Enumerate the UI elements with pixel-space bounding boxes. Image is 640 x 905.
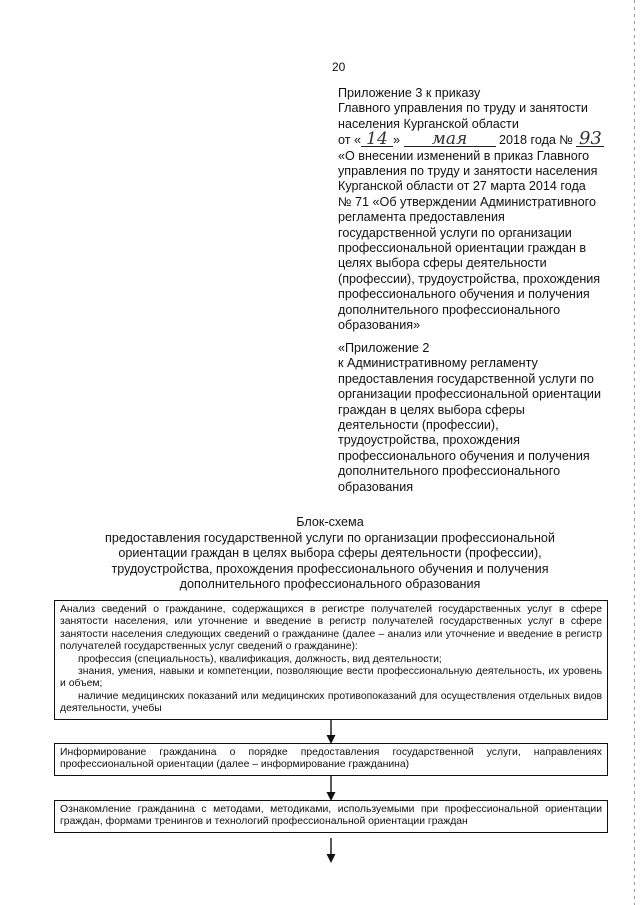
- order-date-line: [338, 128, 610, 150]
- annex2-line: деятельности (профессии),: [338, 418, 499, 433]
- annex2-line: дополнительного профессионального: [338, 464, 561, 479]
- annex2-line: к Административному регламенту: [338, 356, 538, 371]
- annex3-subject-line: целях выбора сферы деятельности: [338, 256, 547, 271]
- annex3-subject-line: № 71 «Об утверждении Административного: [338, 194, 596, 209]
- step1-main-text: Анализ сведений о гражданине, содержащихся в регистре получателей государственных услуг в сфере занятости населения, или уточнение и введение в регистр получателей государственных услуг в сфере занятости населения следующих сведений о гражданине (далее – анализ или уточнение и введение в регистр получателей государственных услуг сведений о гражданине):: [60, 604, 602, 653]
- flow-step-familiarization: [54, 800, 608, 833]
- handwritten-month: мая: [404, 132, 496, 147]
- scheme-subtitle-line: предоставления государственной услуги по организации профессиональной: [105, 530, 555, 545]
- annex2-line: граждан в целях выбора сферы: [338, 402, 525, 417]
- annex3-subject-line: дополнительного профессионального: [338, 302, 561, 317]
- annex3-line: Главного управления по труду и занятости: [338, 101, 588, 116]
- page-number: 20: [332, 60, 346, 74]
- handwritten-day: 14: [361, 132, 393, 147]
- annex2-block: [338, 341, 610, 495]
- annex2-line: организации профессиональной ориентации: [338, 387, 601, 402]
- annex3-subject-line: Курганской области от 27 марта 2014 года: [338, 179, 586, 194]
- scheme-title: Блок-схема: [296, 515, 364, 529]
- step2-text: Информирование гражданина о порядке предоставления государственной услуги, направлениях профессиональной ориентации (далее – информирование гражданина): [60, 747, 602, 771]
- annex3-subject-line: (профессии), трудоустройства, прохождения: [338, 271, 601, 286]
- flow-arrow-down-icon: [325, 719, 337, 745]
- flow-arrow-down-icon: [325, 838, 337, 864]
- annex3-subject-line: регламента предоставления: [338, 210, 505, 225]
- annex3-subject-line: управления по труду и занятости населения: [338, 164, 598, 179]
- step3-text: Ознакомление гражданина с методами, методиками, используемыми при профессиональной ориентации граждан, формами тренингов и технологий профессиональной ориентации граждан: [60, 804, 602, 828]
- annex3-line: населения Курганской области: [338, 116, 519, 131]
- annex2-line: образования: [338, 479, 414, 494]
- step1-item-medical: наличие медицинских показаний или медицинских противопоказаний для осуществления отдельных видов деятельности, учебы: [60, 690, 602, 715]
- order-prefix: от «: [338, 133, 361, 148]
- annex3-subject-line: образования»: [338, 318, 421, 333]
- scheme-subtitle-line: трудоустройства, прохождения профессионального обучения и получения: [111, 561, 549, 576]
- annex2-line: трудоустройства, прохождения: [338, 433, 520, 448]
- annex3-line: Приложение 3 к приказу: [338, 86, 481, 100]
- step1-item-skills: знания, умения, навыки и компетенции, позволяющие вести профессиональную деятельность, их уровень и объем;: [60, 666, 602, 690]
- annex3-subject-line: «О внесении изменений в приказ Главного: [338, 148, 590, 163]
- flow-arrow-down-icon: [325, 776, 337, 802]
- scheme-title-block: [80, 515, 580, 593]
- scheme-subtitle-line: ориентации граждан в целях выбора сферы деятельности (профессии),: [118, 546, 542, 561]
- annex3-subject-line: государственной услуги по организации: [338, 225, 572, 240]
- annex2-line: «Приложение 2: [338, 341, 430, 355]
- page-edge-line: [634, 0, 635, 905]
- handwritten-order-number: 93: [576, 132, 604, 147]
- flow-step-informing: [54, 743, 608, 776]
- annex3-subject-line: профессиональной ориентации граждан в: [338, 241, 587, 256]
- order-year: 2018 года №: [499, 133, 573, 148]
- annex2-line: профессионального обучения и получения: [338, 448, 590, 463]
- annex3-subject-line: профессионального обучения и получения: [338, 287, 590, 302]
- flow-step-analysis: [54, 600, 608, 720]
- scheme-subtitle-line: дополнительного профессионального образования: [179, 577, 481, 592]
- step1-item-profession: профессия (специальность), квалификация, должность, вид деятельности;: [78, 653, 442, 665]
- order-mid: »: [393, 133, 401, 148]
- annex2-line: предоставления государственной услуги по: [338, 371, 594, 386]
- annex3-block: [338, 86, 610, 334]
